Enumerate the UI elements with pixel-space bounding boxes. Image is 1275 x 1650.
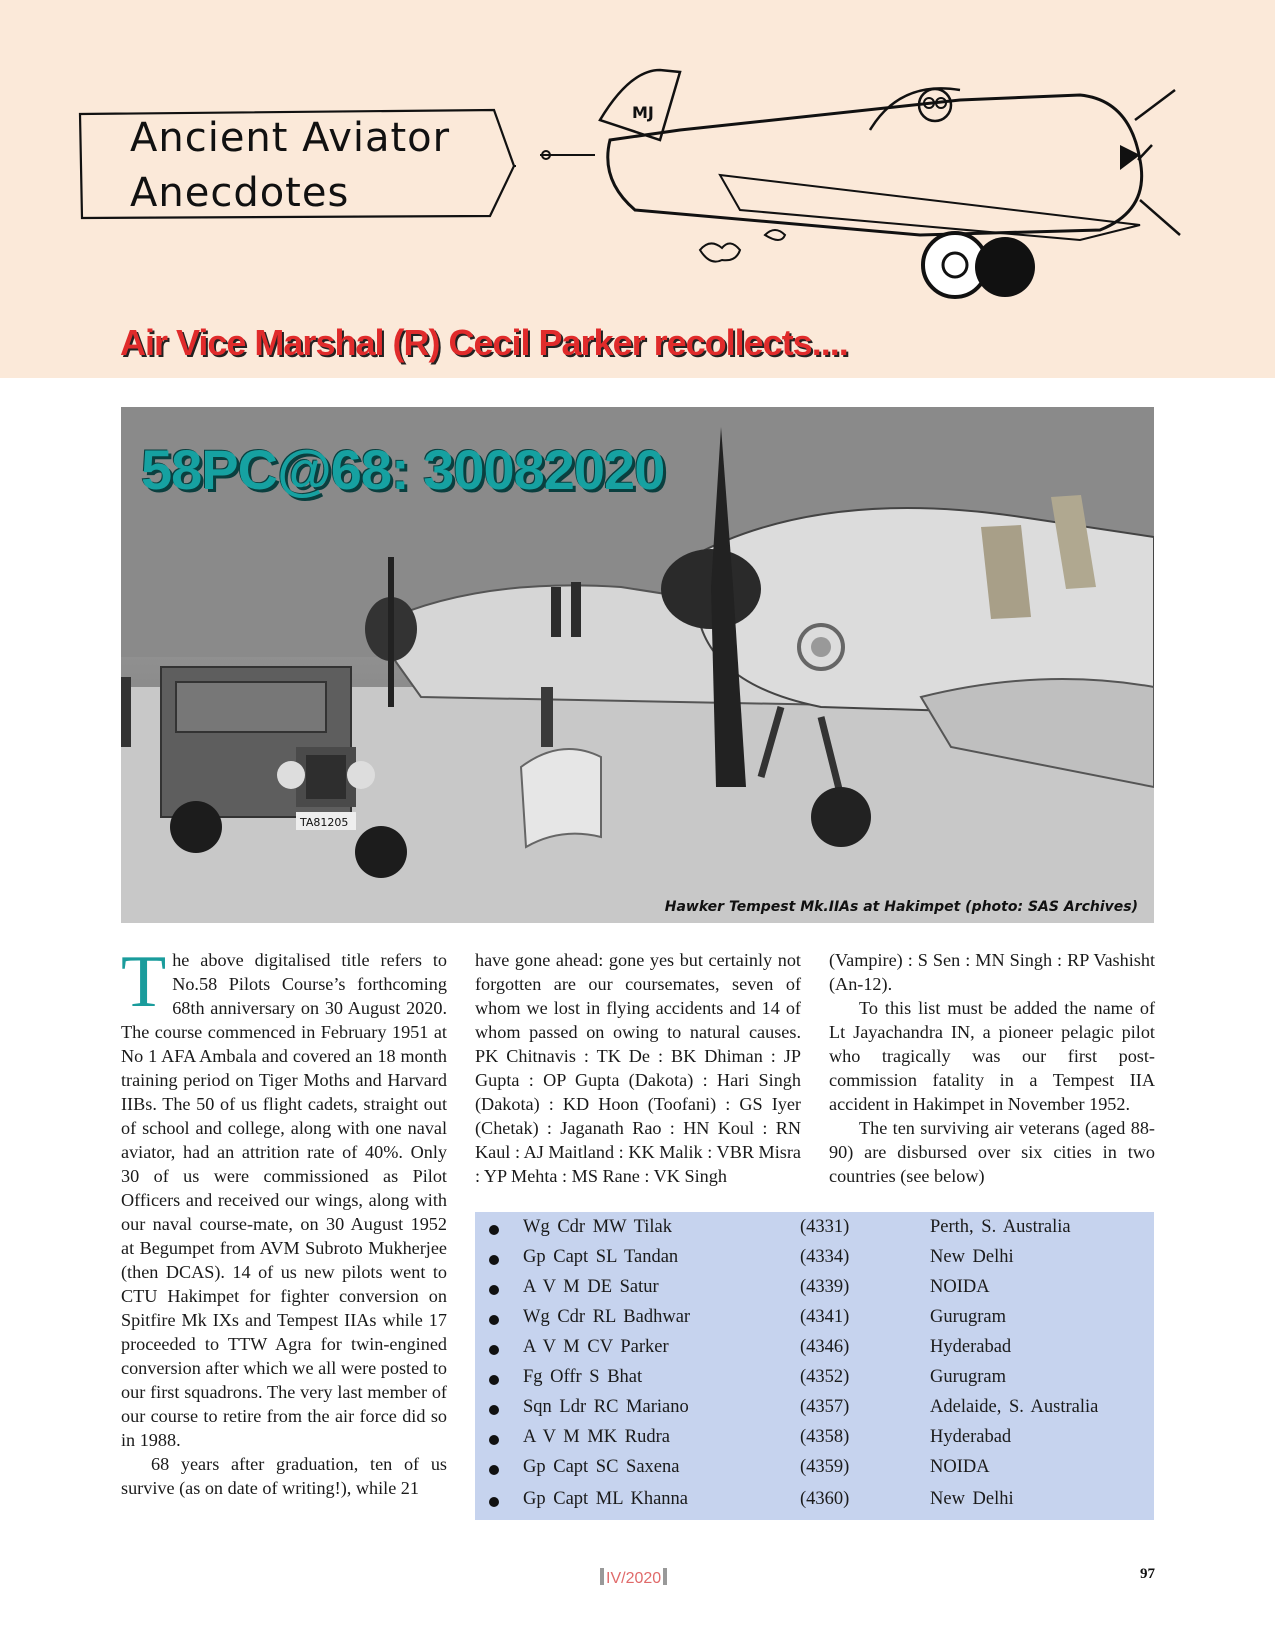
article-paragraph: have gone ahead: gone yes but certainly not forgotten are our coursemates, seven of whom we lost in flying accidents and 14 of whom passed on owing to natural causes. PK Chitnavis : TK De : BK Dhiman : JP Gupta : OP Gupta (Dakota) : Hari Singh (Dakota) : KD Hoon (Toofani) : GS Iyer (Chetak) : Jaganath Rao : HN Koul : RN Kaul : AJ Maitland : KK Malik : VBR Misra : YP Mehta : MS Rane : VK Singh xyxy=(475,950,801,1186)
roster-number: (4357) xyxy=(800,1397,850,1417)
roster-number: (4334) xyxy=(800,1247,850,1267)
roster-name: A V M MK Rudra xyxy=(523,1427,671,1447)
svg-text:TA81205: TA81205 xyxy=(300,816,349,829)
roster-city: Gurugram xyxy=(930,1307,1007,1327)
roster-row xyxy=(475,1245,1154,1275)
bullet-icon xyxy=(489,1465,499,1475)
photo-title-overlay: 58PC@68: 30082020 xyxy=(141,438,665,501)
article-paragraph: To this list must be added the name of Lt Jayachandra IN, a pioneer pelagic pilot who tragically was our first post-commission fatality in a Tempest IIA accident in Hakimpet in November 1952. xyxy=(829,998,1155,1114)
roster-city: Adelaide, S. Australia xyxy=(930,1397,1099,1417)
roster-name: Wg Cdr RL Badhwar xyxy=(523,1307,691,1327)
photo-caption: Hawker Tempest Mk.IIAs at Hakimpet (photo: SAS Archives) xyxy=(664,899,1138,915)
page-number: 97 xyxy=(1140,1566,1155,1582)
roster-row xyxy=(475,1335,1154,1365)
divider-bar xyxy=(663,1568,667,1585)
roster-number: (4346) xyxy=(800,1337,850,1357)
article-headline: Air Vice Marshal (R) Cecil Parker recollects.... xyxy=(120,322,848,363)
article-column-2 xyxy=(475,948,801,1188)
article-paragraph: 68 years after graduation, ten of us survive (as on date of writing!), while 21 xyxy=(121,1454,447,1498)
article-paragraph xyxy=(121,941,447,1452)
bullet-icon xyxy=(489,1435,499,1445)
roster-name: Sqn Ldr RC Mariano xyxy=(523,1397,689,1417)
paragraph-text: he above digitalised title refers to No.58 Pilots Course’s forthcoming 68th anniversary on 30 August 2020. The course commenced in February 1951 at No 1 AFA Ambala and covered an 18 month training period on Tiger Moths and Harvard IIBs. The 50 of us flight cadets, straight out of school and college, along with one naval aviator, had an attrition rate of 40%. Only 30 of us were commissioned as Pilot Officers and received our wings, along with our naval course-mate, on 30 August 1952 at Begumpet from AVM Subroto Mukherjee (then DCAS). 14 of us new pilots went to CTU Hakimpet for fighter conversion on Spitfire Mk IXs and Tempest IIAs while 17 proceeded to TTW Agra for twin-engined conversion after which we all were posted to our first squadrons. The very last member of our course to retire from the air force did so in 1988. xyxy=(121,950,447,1450)
article-column-1 xyxy=(121,941,447,1500)
roster-city: Hyderabad xyxy=(930,1427,1012,1447)
bullet-icon xyxy=(489,1285,499,1295)
divider-bar xyxy=(600,1568,604,1585)
roster-city: New Delhi xyxy=(930,1247,1014,1267)
article-paragraph: The ten surviving air veterans (aged 88-90) are disbursed over six cities in two countries (see below) xyxy=(829,1118,1155,1186)
issue-text: IV/2020 xyxy=(606,1570,662,1587)
roster-name: Gp Capt SL Tandan xyxy=(523,1247,679,1267)
survivors-roster xyxy=(475,1212,1154,1520)
cartoon-plane-illustration xyxy=(540,60,1220,330)
roster-name: A V M DE Satur xyxy=(523,1277,659,1297)
roster-number: (4359) xyxy=(800,1457,850,1477)
roster-row xyxy=(475,1275,1154,1305)
roster-row xyxy=(475,1365,1154,1395)
roster-city: NOIDA xyxy=(930,1277,990,1297)
bullet-icon xyxy=(489,1497,499,1507)
roster-city: Perth, S. Australia xyxy=(930,1217,1071,1237)
roster-name: Gp Capt ML Khanna xyxy=(523,1489,689,1509)
svg-text:MJ: MJ xyxy=(632,103,654,122)
roster-number: (4352) xyxy=(800,1367,850,1387)
banner-title-line2: Anecdotes xyxy=(130,170,350,216)
banner-title-line1: Ancient Aviator xyxy=(130,115,451,161)
roster-name: Gp Capt SC Saxena xyxy=(523,1457,680,1477)
roster-number: (4339) xyxy=(800,1277,850,1297)
article-paragraph: (Vampire) : S Sen : MN Singh : RP Vashisht (An-12). xyxy=(829,950,1155,994)
roster-number: (4360) xyxy=(800,1489,850,1509)
roster-city: NOIDA xyxy=(930,1457,990,1477)
roster-number: (4341) xyxy=(800,1307,850,1327)
bullet-icon xyxy=(489,1375,499,1385)
drop-cap: T xyxy=(121,941,167,1023)
roster-row xyxy=(475,1455,1154,1485)
bullet-icon xyxy=(489,1315,499,1325)
bullet-icon xyxy=(489,1405,499,1415)
roster-name: A V M CV Parker xyxy=(523,1337,669,1357)
bullet-icon xyxy=(489,1225,499,1235)
archive-photo xyxy=(121,407,1154,923)
roster-name: Fg Offr S Bhat xyxy=(523,1367,643,1387)
issue-label xyxy=(598,1568,669,1588)
bullet-icon xyxy=(489,1255,499,1265)
roster-row xyxy=(475,1305,1154,1335)
roster-name: Wg Cdr MW Tilak xyxy=(523,1217,672,1237)
article-column-3 xyxy=(829,948,1155,1188)
roster-city: Gurugram xyxy=(930,1367,1007,1387)
roster-row xyxy=(475,1395,1154,1425)
roster-row xyxy=(475,1487,1154,1517)
roster-row xyxy=(475,1215,1154,1245)
bullet-icon xyxy=(489,1345,499,1355)
roster-row xyxy=(475,1425,1154,1455)
roster-number: (4358) xyxy=(800,1427,850,1447)
roster-city: New Delhi xyxy=(930,1489,1014,1509)
roster-city: Hyderabad xyxy=(930,1337,1012,1357)
roster-number: (4331) xyxy=(800,1217,850,1237)
